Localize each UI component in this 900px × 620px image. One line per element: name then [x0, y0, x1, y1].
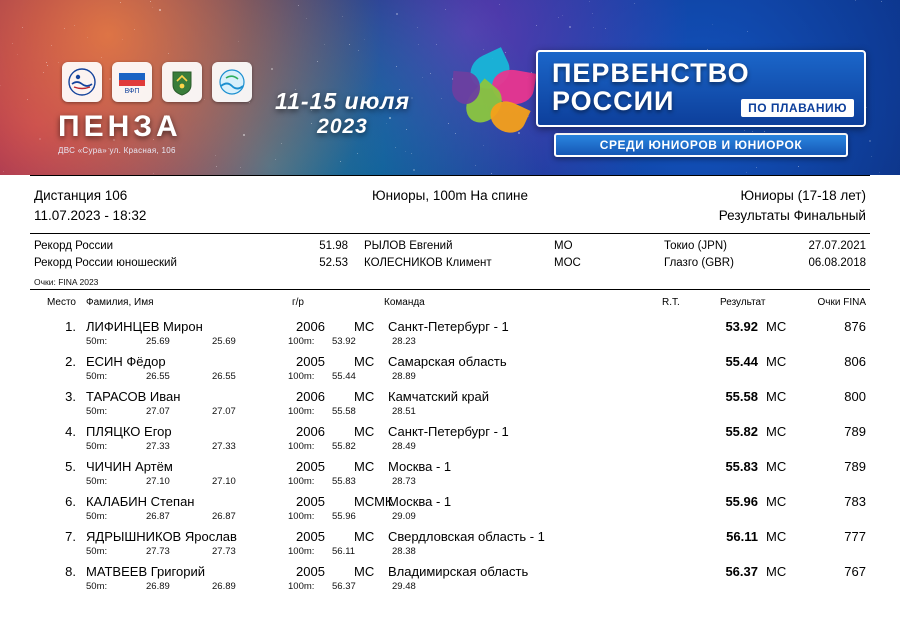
split-50-segment: 26.87	[212, 511, 236, 523]
record-date: 27.07.2021	[808, 239, 866, 252]
split-label-50: 50m:	[86, 406, 108, 418]
record-holder: КОЛЕСНИКОВ Климент	[364, 257, 492, 270]
championship-title-line1: ПЕРВЕНСТВО	[552, 58, 750, 88]
split-50-cumulative: 27.33	[146, 441, 170, 453]
split-50-cumulative: 26.87	[146, 511, 170, 523]
result-rank: МС	[766, 459, 787, 475]
round-name: Результаты Финальный	[718, 208, 866, 224]
birth-year: 2005	[296, 494, 325, 510]
championship-subtitle: СРЕДИ ЮНИОРОВ И ЮНИОРОК	[554, 133, 848, 157]
result-time: 56.11	[726, 529, 758, 545]
results-sheet	[0, 175, 900, 620]
results-column-headers	[0, 290, 900, 312]
result-place: 8.	[65, 564, 76, 580]
record-row	[34, 238, 866, 256]
split-50-segment: 25.69	[212, 336, 236, 348]
team-name: Москва - 1	[388, 459, 452, 475]
split-label-100: 100m:	[288, 406, 315, 418]
column-header-result: Результат	[720, 297, 766, 309]
split-100-cumulative: 56.37	[332, 581, 356, 593]
result-place: 5.	[65, 459, 76, 475]
table-row	[34, 354, 866, 382]
record-row	[34, 255, 866, 273]
event-dates-days: 11-15 июля	[275, 88, 410, 114]
birth-year: 2005	[296, 529, 325, 545]
team-name: Владимирская область	[388, 564, 529, 580]
split-50-cumulative: 25.69	[146, 336, 170, 348]
athlete-name: ЯДРЫШНИКОВ Ярослав	[86, 529, 237, 545]
split-label-100: 100m:	[288, 511, 315, 523]
championship-emblem-icon	[440, 48, 550, 148]
split-label-100: 100m:	[288, 336, 315, 348]
record-time: 52.53	[319, 257, 348, 270]
athlete-name: ПЛЯЦКО Егор	[86, 424, 172, 440]
table-row	[34, 319, 866, 347]
record-label: Рекорд России юношеский	[34, 257, 177, 270]
split-100-cumulative: 56.11	[332, 546, 356, 558]
fina-points: 806	[844, 354, 866, 370]
distance-label: Дистанция 106	[34, 188, 128, 203]
split-50-segment: 27.07	[212, 406, 236, 418]
column-header-name: Фамилия, Имя	[86, 297, 154, 309]
athlete-name: ТАРАСОВ Иван	[86, 389, 181, 405]
table-row	[34, 564, 866, 592]
result-time: 56.37	[725, 564, 758, 580]
split-100-segment: 29.48	[392, 581, 416, 593]
split-label-50: 50m:	[86, 581, 108, 593]
result-rank: МС	[766, 354, 787, 370]
athlete-name: КАЛАБИН Степан	[86, 494, 195, 510]
result-time: 55.83	[725, 459, 758, 475]
result-place: 2.	[65, 354, 76, 370]
event-header	[0, 176, 900, 233]
championship-title	[536, 50, 866, 127]
column-header-reaction-time: R.T.	[662, 297, 680, 309]
table-row	[34, 459, 866, 487]
split-label-50: 50m:	[86, 441, 108, 453]
split-label-50: 50m:	[86, 371, 108, 383]
split-100-segment: 28.73	[392, 476, 416, 488]
split-label-100: 100m:	[288, 546, 315, 558]
record-date: 06.08.2018	[808, 257, 866, 270]
fina-points-note: Очки: FINA 2023	[34, 277, 99, 288]
record-club: МО	[554, 239, 573, 252]
athlete-name: МАТВЕЕВ Григорий	[86, 564, 205, 580]
split-100-cumulative: 55.44	[332, 371, 356, 383]
result-time: 55.58	[725, 389, 758, 405]
age-category: Юниоры (17-18 лет)	[740, 188, 866, 203]
penza-region-emblem	[162, 62, 202, 102]
split-label-50: 50m:	[86, 511, 108, 523]
athlete-name: ЧИЧИН Артём	[86, 459, 173, 475]
split-100-segment: 29.09	[392, 511, 416, 523]
split-label-100: 100m:	[288, 441, 315, 453]
record-club: МОС	[554, 257, 581, 270]
athlete-rank: МСМК	[354, 494, 393, 510]
split-label-50: 50m:	[86, 336, 108, 348]
result-rank: МС	[766, 529, 787, 545]
table-row	[34, 389, 866, 417]
record-place: Глазго (GBR)	[664, 257, 734, 270]
split-50-segment: 27.33	[212, 441, 236, 453]
event-name: Юниоры, 100m На спине	[372, 188, 528, 203]
team-name: Камчатский край	[388, 389, 489, 405]
birth-year: 2005	[296, 564, 325, 580]
result-time: 55.82	[725, 424, 758, 440]
fina-points: 789	[844, 424, 866, 440]
result-time: 53.92	[725, 319, 758, 335]
venue-address: ДВС «Сура» ул. Красная, 106	[58, 146, 176, 155]
split-label-100: 100m:	[288, 581, 315, 593]
fina-points: 800	[844, 389, 866, 405]
split-50-cumulative: 26.55	[146, 371, 170, 383]
split-label-50: 50m:	[86, 546, 108, 558]
result-rank: МС	[766, 564, 787, 580]
athlete-rank: МС	[354, 354, 375, 370]
split-50-segment: 26.89	[212, 581, 236, 593]
fina-points: 876	[844, 319, 866, 335]
split-50-cumulative: 27.73	[146, 546, 170, 558]
birth-year: 2005	[296, 459, 325, 475]
column-header-place: Место	[46, 297, 76, 309]
event-dates	[275, 88, 410, 139]
fina-points: 767	[844, 564, 866, 580]
record-place: Токио (JPN)	[664, 239, 727, 252]
split-50-segment: 26.55	[212, 371, 236, 383]
result-rank: МС	[766, 389, 787, 405]
result-place: 4.	[65, 424, 76, 440]
split-100-cumulative: 53.92	[332, 336, 356, 348]
team-name: Санкт-Петербург - 1	[388, 319, 509, 335]
results-list	[0, 319, 900, 592]
fina-points: 783	[844, 494, 866, 510]
split-label-100: 100m:	[288, 371, 315, 383]
birth-year: 2006	[296, 389, 325, 405]
federation-logos	[62, 62, 252, 102]
split-label-50: 50m:	[86, 476, 108, 488]
split-100-segment: 28.38	[392, 546, 416, 558]
birth-year: 2005	[296, 354, 325, 370]
split-50-cumulative: 26.89	[146, 581, 170, 593]
athlete-rank: МС	[354, 459, 375, 475]
result-place: 6.	[65, 494, 76, 510]
split-100-segment: 28.23	[392, 336, 416, 348]
athlete-name: ЕСИН Фёдор	[86, 354, 166, 370]
record-time: 51.98	[319, 239, 348, 252]
column-header-team: Команда	[384, 297, 425, 309]
svg-text:ВФП: ВФП	[124, 88, 140, 95]
split-50-cumulative: 27.10	[146, 476, 170, 488]
table-row	[34, 494, 866, 522]
team-name: Свердловская область - 1	[388, 529, 545, 545]
split-50-segment: 27.10	[212, 476, 236, 488]
result-place: 1.	[65, 319, 76, 335]
penza-sport-school-logo	[212, 62, 252, 102]
team-name: Самарская область	[388, 354, 507, 370]
fina-points: 789	[844, 459, 866, 475]
column-header-rank	[350, 297, 384, 308]
athlete-name: ЛИФИНЦЕВ Мирон	[86, 319, 203, 335]
records-block	[0, 234, 900, 290]
split-50-segment: 27.73	[212, 546, 236, 558]
split-100-cumulative: 55.58	[332, 406, 356, 418]
event-dates-year: 2023	[317, 115, 368, 138]
athlete-rank: МС	[354, 564, 375, 580]
result-rank: МС	[766, 494, 787, 510]
athlete-rank: МС	[354, 319, 375, 335]
event-datetime: 11.07.2023 - 18:32	[34, 208, 147, 224]
city-name: ПЕНЗА	[58, 110, 182, 143]
vfp-logo	[112, 62, 152, 102]
championship-title-line2: РОССИИ	[552, 86, 675, 116]
column-header-year: г/р	[292, 297, 304, 309]
result-place: 7.	[65, 529, 76, 545]
split-100-segment: 28.51	[392, 406, 416, 418]
result-time: 55.44	[725, 354, 758, 370]
birth-year: 2006	[296, 319, 325, 335]
athlete-rank: МС	[354, 389, 375, 405]
birth-year: 2006	[296, 424, 325, 440]
athlete-rank: МС	[354, 529, 375, 545]
result-place: 3.	[65, 389, 76, 405]
split-100-segment: 28.89	[392, 371, 416, 383]
result-rank: МС	[766, 319, 787, 335]
host-city	[58, 112, 182, 155]
split-100-segment: 28.49	[392, 441, 416, 453]
fina-points: 777	[844, 529, 866, 545]
championship-title-block	[536, 50, 866, 157]
split-label-100: 100m:	[288, 476, 315, 488]
russia-swimming-federation-logo	[62, 62, 102, 102]
team-name: Санкт-Петербург - 1	[388, 424, 509, 440]
column-header-fina-points: Очки FINA	[817, 297, 866, 309]
championship-sport-badge: ПО ПЛАВАНИЮ	[741, 99, 854, 117]
record-holder: РЫЛОВ Евгений	[364, 239, 453, 252]
record-label: Рекорд России	[34, 239, 114, 252]
split-100-cumulative: 55.82	[332, 441, 356, 453]
split-50-cumulative: 27.07	[146, 406, 170, 418]
table-row	[34, 424, 866, 452]
split-100-cumulative: 55.83	[332, 476, 356, 488]
athlete-rank: МС	[354, 424, 375, 440]
team-name: Москва - 1	[388, 494, 452, 510]
event-banner	[0, 0, 900, 175]
result-time: 55.96	[725, 494, 758, 510]
split-100-cumulative: 55.96	[332, 511, 356, 523]
table-row	[34, 529, 866, 557]
result-rank: МС	[766, 424, 787, 440]
